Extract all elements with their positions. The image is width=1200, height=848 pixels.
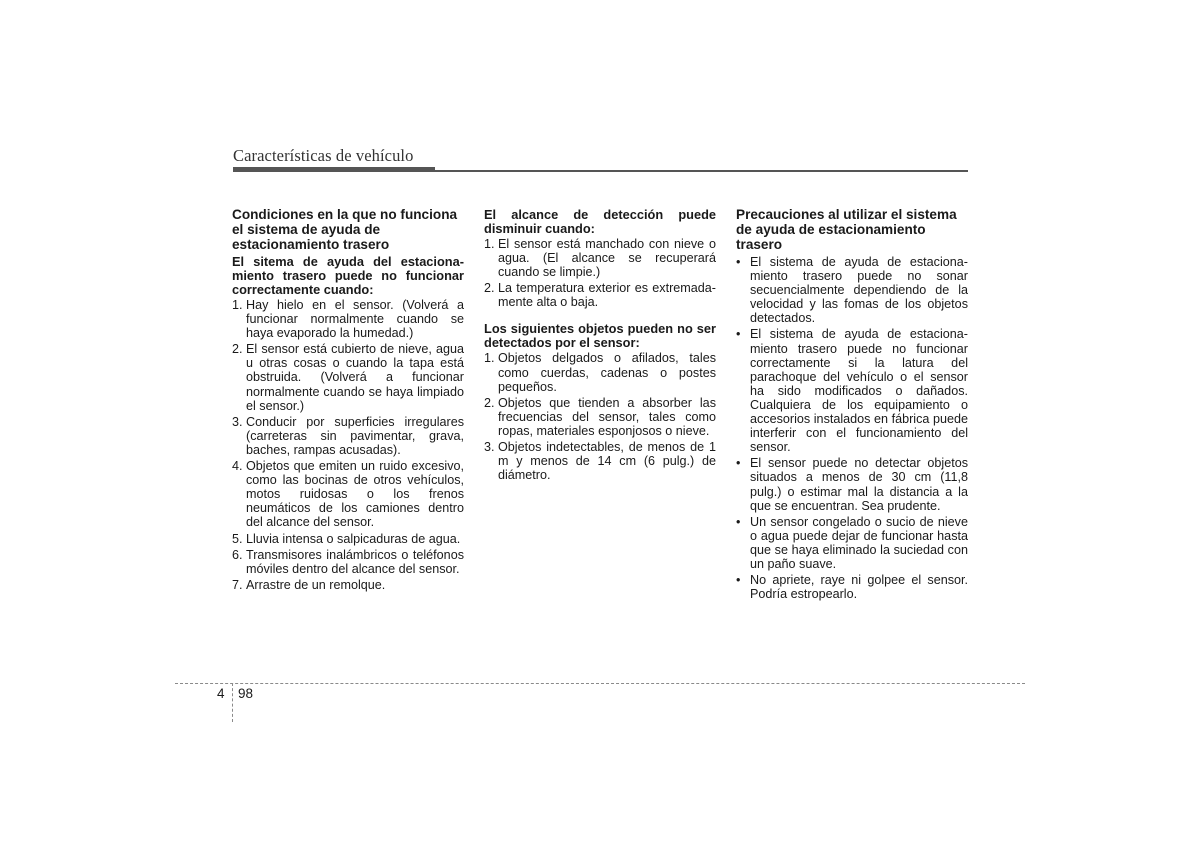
item-number: 1.	[484, 351, 495, 366]
item-text: El sensor puede no detectar objetos situados a menos de 30 cm (11,8 pulg.) o estimar mal la distancia a la que se encuentran. Sea prudente.	[750, 456, 968, 513]
list-item	[736, 327, 968, 454]
undetected-objects-list	[484, 351, 716, 482]
list-item	[232, 415, 464, 457]
item-number: 2.	[484, 395, 495, 410]
list-item	[736, 573, 968, 601]
precautions-list	[736, 255, 968, 601]
list-item	[484, 440, 716, 482]
item-text: Objetos indetectables, de menos de 1 m y menos de 14 cm (6 pulg.) de diámetro.	[498, 440, 716, 483]
item-number: 2.	[232, 342, 243, 357]
item-text: Arrastre de un remolque.	[246, 577, 386, 592]
list-item	[484, 351, 716, 393]
undetected-objects-subtitle: Los siguientes objetos pueden no ser detectados por el sensor:	[484, 321, 716, 351]
item-text: El sensor está cubierto de nieve, agua u otras cosas o cuando la tapa está obstruida. (Volverá a funcionar normalmente cuando se haya limpiado el sensor.)	[246, 342, 464, 413]
item-number: 1.	[232, 298, 243, 312]
item-text: El sistema de ayuda de estacionamiento trasero puede no sonar secuencialmente dependiendo de la velocidad y las fomas de los objetos detectados.	[750, 255, 968, 326]
item-text: No apriete, raye ni golpee el sensor. Podría estropearlo.	[750, 573, 968, 602]
detection-range-list	[484, 237, 716, 309]
item-text: Conducir por superficies irregulares (carreteras sin pavimentar, grava, baches, rampas acusadas).	[246, 414, 464, 457]
list-item	[232, 548, 464, 576]
item-text: La temperatura exterior es extremadamente alta o baja.	[498, 281, 716, 310]
header-rule-thin	[435, 170, 968, 172]
item-text: Un sensor congelado o sucio de nieve o agua puede dejar de funcionar hasta que se haya eliminado la suciedad con un paño suave.	[750, 514, 968, 571]
item-text: Hay hielo en el sensor. (Volverá a funcionar normalmente cuando se haya evaporado la humedad.)	[246, 298, 464, 341]
list-item	[736, 255, 968, 325]
chapter-number: 4	[217, 686, 225, 701]
list-item	[484, 237, 716, 279]
list-item	[232, 459, 464, 529]
item-number: 6.	[232, 547, 243, 562]
item-number: 4.	[232, 459, 243, 474]
item-number: 3.	[484, 440, 495, 455]
section-subtitle: El sitema de ayuda del estacionamiento trasero puede no funcionar correctamente cuando:	[232, 254, 464, 297]
list-item	[232, 578, 464, 592]
list-item	[484, 281, 716, 309]
item-text: Transmisores inalámbricos o teléfonos móviles dentro del alcance del sensor.	[246, 547, 464, 576]
list-item	[736, 456, 968, 512]
section-title: Precauciones al utilizar el sistema de ayuda de estacionamiento trasero	[736, 207, 957, 252]
section-title: Condiciones en la que no funciona el sistema de ayuda de estacionamiento trasero	[232, 207, 458, 252]
page-header-title: Características de vehículo	[233, 146, 414, 165]
list-item	[232, 342, 464, 412]
item-text: Lluvia intensa o salpicaduras de agua.	[246, 531, 461, 546]
bullet-icon: •	[736, 573, 741, 588]
item-text: Objetos que emiten un ruido excesivo, como las bocinas de otros vehículos, motos ruidosas o los frenos neumáticos de los camiones dentro del alcance del sensor.	[246, 459, 464, 530]
item-text: El sensor está manchado con nieve o agua. (El alcance se recuperará cuando se limpie.)	[498, 237, 716, 280]
list-item	[484, 396, 716, 438]
list-item	[736, 515, 968, 571]
list-item	[232, 298, 464, 340]
detection-range-subtitle: El alcance de detección puede disminuir cuando:	[484, 207, 716, 236]
bullet-icon: •	[736, 514, 741, 529]
item-number: 5.	[232, 531, 243, 546]
header-rule-thick	[233, 167, 435, 172]
footer-dashed-rule	[175, 683, 1025, 684]
page-number: 98	[238, 686, 254, 701]
bullet-icon: •	[736, 456, 741, 471]
footer-vertical-divider	[232, 683, 233, 722]
column-conditions	[232, 207, 464, 594]
item-number: 1.	[484, 237, 495, 251]
bullet-icon: •	[736, 255, 741, 269]
list-item	[232, 532, 464, 546]
item-number: 7.	[232, 577, 243, 592]
item-text: Objetos delgados o afilados, tales como cuerdas, cadenas o postes pequeños.	[498, 351, 716, 394]
item-number: 3.	[232, 414, 243, 429]
column-precautions	[736, 207, 968, 603]
item-text: Objetos que tienden a absorber las frecuencias del sensor, tales como ropas, materiales esponjosos o nieve.	[498, 395, 716, 438]
column-detection	[484, 207, 716, 484]
item-text: El sistema de ayuda de estacionamiento trasero puede no funcionar correctamente si la latura del parachoque del vehículo o el sensor ha sido modificados o dañados. Cualquiera de los equipamiento o accesorios instalados en fábrica puede interferir con el funcionamiento del sensor.	[750, 327, 968, 455]
conditions-list	[232, 298, 464, 592]
item-number: 2.	[484, 281, 495, 296]
bullet-icon: •	[736, 327, 741, 342]
